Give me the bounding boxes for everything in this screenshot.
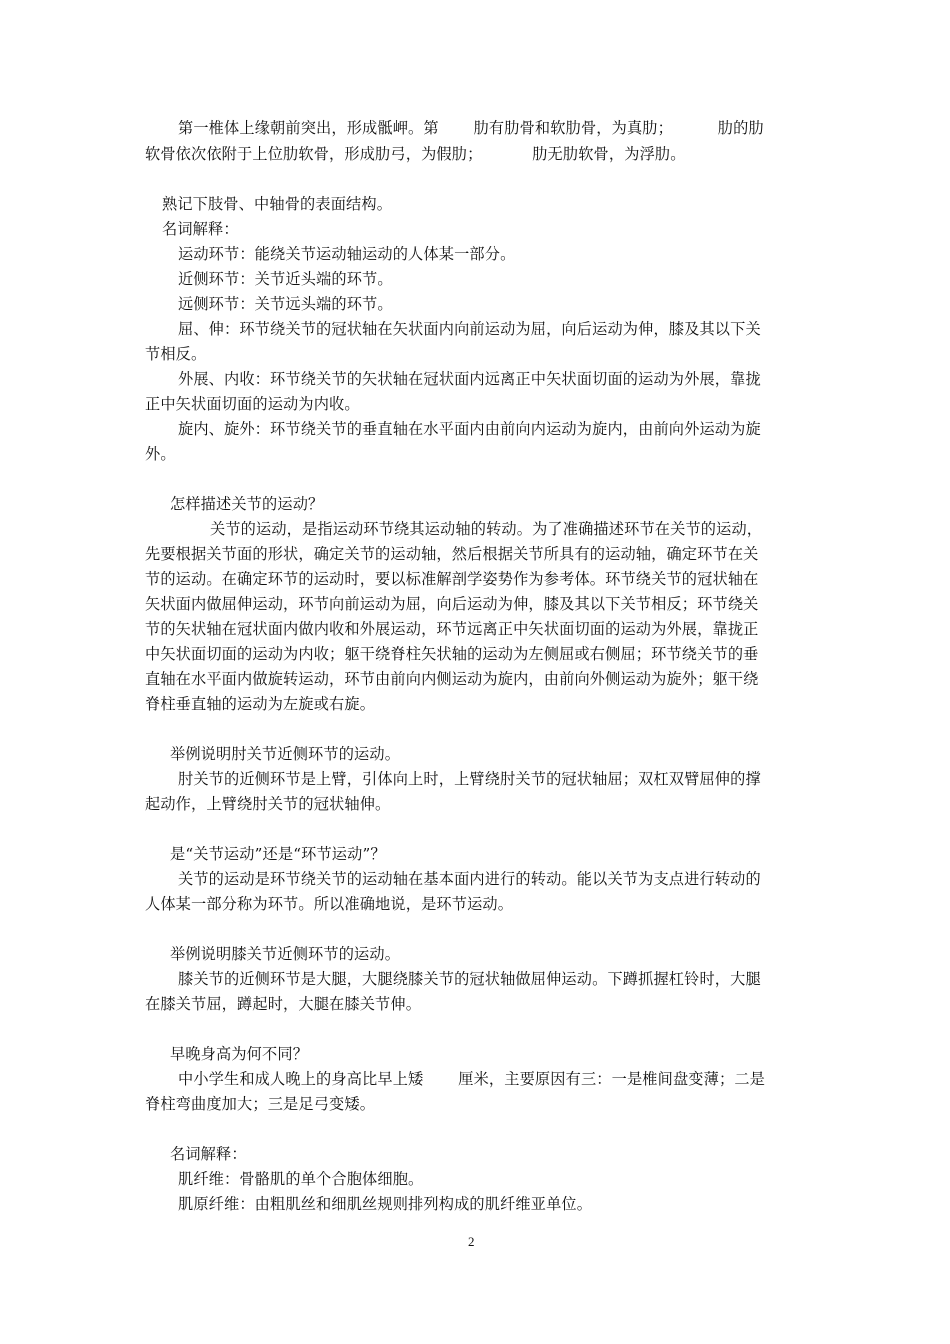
text-line: 名词解释： (170, 1145, 247, 1163)
text-line: 是“关节运动”还是“环节运动”？ (170, 845, 386, 863)
text-line: 运动环节：能绕关节运动轴运动的人体某一部分。 (178, 245, 516, 263)
text-line: 直轴在水平面内做旋转运动，环节由前向内侧运动为旋内，由前向外侧运动为旋外；躯干绕 (145, 670, 759, 688)
text-line: 肌原纤维：由粗肌丝和细肌丝规则排列构成的肌纤维亚单位。 (178, 1195, 593, 1213)
text-line: 肘关节的近侧环节是上臂，引体向上时，上臂绕肘关节的冠状轴屈；双杠双臂屈伸的撑 (178, 770, 761, 788)
text-line: 肌纤维：骨骼肌的单个合胞体细胞。 (178, 1170, 424, 1188)
text-line: 关节的运动是环节绕关节的运动轴在基本面内进行的转动。能以关节为支点进行转动的 (178, 870, 761, 888)
text-line: 举例说明肘关节近侧环节的运动。 (170, 745, 401, 763)
text-line: 中矢状面切面的运动为内收；躯干绕脊柱矢状轴的运动为左侧屈或右侧屈；环节绕关节的垂 (145, 645, 759, 663)
text-line: 在膝关节屈，蹲起时，大腿在膝关节伸。 (145, 995, 422, 1013)
text-line: 节的矢状轴在冠状面内做内收和外展运动，环节远离正中矢状面切面的运动为外展，靠拢正 (145, 620, 759, 638)
text-line: 脊柱垂直轴的运动为左旋或右旋。 (145, 695, 376, 713)
text-line: 正中矢状面切面的运动为内收。 (145, 395, 360, 413)
text-line: 节的运动。在确定环节的运动时，要以标准解剖学姿势作为参考体。环节绕关节的冠状轴在 (145, 570, 759, 588)
text-line: 膝关节的近侧环节是大腿，大腿绕膝关节的冠状轴做屈伸运动。下蹲抓握杠铃时，大腿 (178, 970, 761, 988)
text-line: 远侧环节：关节远头端的环节。 (178, 295, 393, 313)
text-line: 第一椎体上缘朝前突出，形成骶岬。第 肋有肋骨和软肋骨，为真肋； 肋的肋 (178, 119, 764, 137)
text-line: 先要根据关节面的形状，确定关节的运动轴，然后根据关节所具有的运动轴，确定环节在关 (145, 545, 759, 563)
text-line: 起动作，上臂绕肘关节的冠状轴伸。 (145, 795, 391, 813)
text-line: 节相反。 (145, 345, 207, 363)
text-line: 名词解释： (162, 220, 239, 238)
text-line: 关节的运动，是指运动环节绕其运动轴的转动。为了准确描述环节在关节的运动， (210, 520, 763, 538)
text-line: 脊柱弯曲度加大；三是足弓变矮。 (145, 1095, 376, 1113)
text-line: 外。 (145, 445, 176, 463)
text-line: 中小学生和成人晚上的身高比早上矮 厘米，主要原因有三：一是椎间盘变薄；二是 (178, 1070, 765, 1088)
text-line: 软骨依次依附于上位肋软骨，形成肋弓，为假肋； 肋无肋软骨，为浮肋。 (145, 145, 686, 163)
text-line: 屈、伸：环节绕关节的冠状轴在矢状面内向前运动为屈，向后运动为伸，膝及其以下关 (178, 320, 761, 338)
text-line: 举例说明膝关节近侧环节的运动。 (170, 945, 401, 963)
text-line: 外展、内收：环节绕关节的矢状轴在冠状面内远离正中矢状面切面的运动为外展，靠拢 (178, 370, 761, 388)
text-line: 旋内、旋外：环节绕关节的垂直轴在水平面内由前向内运动为旋内，由前向外运动为旋 (178, 420, 761, 438)
text-line: 矢状面内做屈伸运动，环节向前运动为屈，向后运动为伸，膝及其以下关节相反；环节绕关 (145, 595, 759, 613)
text-line: 人体某一部分称为环节。所以准确地说，是环节运动。 (145, 895, 514, 913)
text-line: 早晚身高为何不同？ (170, 1045, 309, 1063)
text-line: 熟记下肢骨、中轴骨的表面结构。 (162, 195, 393, 213)
page-number: 2 (468, 1234, 475, 1249)
text-line: 怎样描述关节的运动？ (170, 495, 324, 513)
text-line: 近侧环节：关节近头端的环节。 (178, 270, 393, 288)
